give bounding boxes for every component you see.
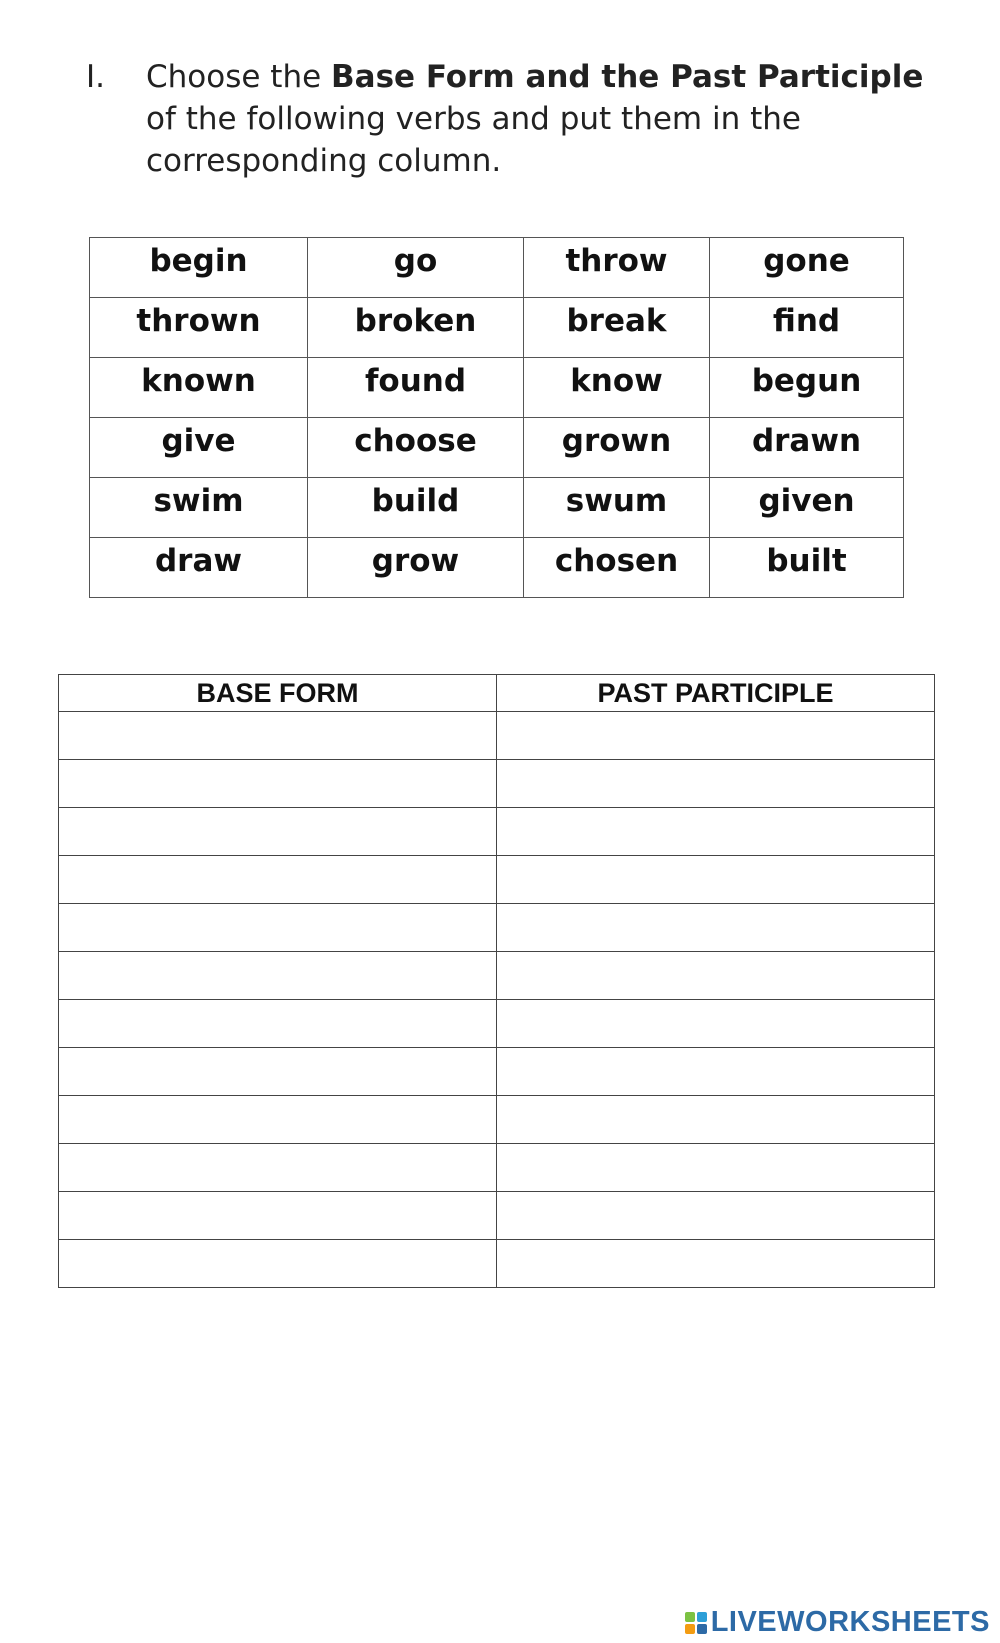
base-form-cell[interactable]	[59, 904, 497, 952]
answer-row	[59, 1144, 935, 1192]
base-form-cell[interactable]	[59, 808, 497, 856]
answer-row	[59, 760, 935, 808]
word-bank-cell: draw	[90, 538, 308, 598]
word-bank-row	[90, 418, 904, 478]
word-bank-cell: choose	[308, 418, 524, 478]
past-participle-cell[interactable]	[497, 712, 935, 760]
past-participle-cell[interactable]	[497, 904, 935, 952]
base-form-header: BASE FORM	[59, 675, 497, 712]
word-bank-cell: begun	[710, 358, 904, 418]
word-bank-cell: give	[90, 418, 308, 478]
past-participle-cell[interactable]	[497, 1192, 935, 1240]
past-participle-cell[interactable]	[497, 856, 935, 904]
instruction-text	[146, 56, 926, 182]
base-form-cell[interactable]	[59, 1240, 497, 1288]
answer-row	[59, 952, 935, 1000]
answer-row	[59, 712, 935, 760]
word-bank-row	[90, 358, 904, 418]
word-bank-cell: broken	[308, 298, 524, 358]
answer-row	[59, 1048, 935, 1096]
answer-row	[59, 1000, 935, 1048]
word-bank-row	[90, 478, 904, 538]
logo-tile	[697, 1612, 707, 1622]
past-participle-cell[interactable]	[497, 1048, 935, 1096]
word-bank-cell: swum	[524, 478, 710, 538]
base-form-cell[interactable]	[59, 1048, 497, 1096]
base-form-cell[interactable]	[59, 760, 497, 808]
answer-row	[59, 856, 935, 904]
word-bank-cell: know	[524, 358, 710, 418]
word-bank-cell: chosen	[524, 538, 710, 598]
word-bank-cell: drawn	[710, 418, 904, 478]
brand-name: LIVEWORKSHEETS	[710, 1606, 990, 1638]
word-bank-cell: swim	[90, 478, 308, 538]
word-bank-row	[90, 298, 904, 358]
word-bank-cell: throw	[524, 238, 710, 298]
word-bank-cell: gone	[710, 238, 904, 298]
logo-tile	[685, 1612, 695, 1622]
word-bank-cell: thrown	[90, 298, 308, 358]
word-bank-cell: break	[524, 298, 710, 358]
past-participle-cell[interactable]	[497, 760, 935, 808]
base-form-cell[interactable]	[59, 712, 497, 760]
instruction-text-end: of the following verbs and put them in the corresponding column.	[146, 101, 801, 179]
answer-row	[59, 1240, 935, 1288]
past-participle-cell[interactable]	[497, 808, 935, 856]
answer-row	[59, 1192, 935, 1240]
logo-tile	[685, 1624, 695, 1634]
word-bank-cell: given	[710, 478, 904, 538]
word-bank-cell: begin	[90, 238, 308, 298]
word-bank-cell: known	[90, 358, 308, 418]
answer-table	[58, 674, 935, 1288]
logo-mark-icon	[685, 1612, 707, 1634]
section-numeral: I.	[86, 59, 105, 95]
word-bank-table	[89, 237, 904, 598]
word-bank-cell: build	[308, 478, 524, 538]
word-bank-cell: grow	[308, 538, 524, 598]
instruction-text-start: Choose the	[146, 59, 332, 95]
past-participle-cell[interactable]	[497, 1096, 935, 1144]
logo-tile	[697, 1624, 707, 1634]
base-form-cell[interactable]	[59, 1000, 497, 1048]
base-form-cell[interactable]	[59, 856, 497, 904]
word-bank-cell: found	[308, 358, 524, 418]
word-bank-cell: grown	[524, 418, 710, 478]
word-bank-cell: find	[710, 298, 904, 358]
past-participle-cell[interactable]	[497, 1000, 935, 1048]
answer-row	[59, 904, 935, 952]
base-form-cell[interactable]	[59, 1144, 497, 1192]
word-bank-cell: go	[308, 238, 524, 298]
past-participle-cell[interactable]	[497, 1240, 935, 1288]
word-bank-row	[90, 538, 904, 598]
base-form-cell[interactable]	[59, 952, 497, 1000]
past-participle-header: PAST PARTICIPLE	[497, 675, 935, 712]
answer-header-row	[59, 675, 935, 712]
past-participle-cell[interactable]	[497, 952, 935, 1000]
word-bank-cell: built	[710, 538, 904, 598]
base-form-cell[interactable]	[59, 1192, 497, 1240]
answer-row	[59, 808, 935, 856]
liveworksheets-logo	[685, 1606, 990, 1639]
instruction-text-bold: Base Form and the Past Participle	[331, 59, 924, 95]
past-participle-cell[interactable]	[497, 1144, 935, 1192]
instruction-block	[86, 56, 946, 182]
word-bank-row	[90, 238, 904, 298]
base-form-cell[interactable]	[59, 1096, 497, 1144]
answer-row	[59, 1096, 935, 1144]
